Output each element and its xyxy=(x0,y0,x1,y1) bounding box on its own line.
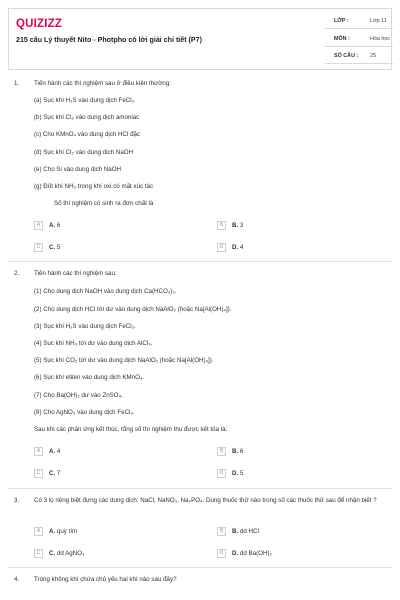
question-prompt: Tiến hành các thí nghiệm sau: xyxy=(34,270,117,277)
question-line: (7) Cho Ba(OH)₂ dư vào ZnSO₄. xyxy=(34,392,123,399)
option-text: 7 xyxy=(56,470,61,477)
question-divider xyxy=(8,567,392,568)
meta-row-subject xyxy=(325,33,393,47)
question-line: (1) Cho dung dịch NaOH vào dung dịch Ca(HCO₃)₂. xyxy=(34,288,177,295)
option-label: C. xyxy=(49,244,56,251)
option-letter-box[interactable]: A xyxy=(34,447,43,456)
option-letter-box[interactable]: D xyxy=(217,243,226,252)
option-text: dd HCl xyxy=(239,528,259,535)
question-line: (5) Sục khí CO₂ tới dư vào dung dịch NaAlO₂ (hoặc Na[Al(OH)₄]). xyxy=(34,357,214,364)
meta-value: Lớp 11 xyxy=(370,18,387,24)
meta-value: Hóa học xyxy=(370,36,391,42)
question-line: (b) Sục khí Cl₂ vào dung dịch amoniac xyxy=(34,114,140,121)
option-letter-box[interactable]: A xyxy=(34,221,43,230)
option-label: D. xyxy=(232,550,239,557)
question-ask: Sau khi các phản ứng kết thúc, tổng số thí nghiệm thu được kết tủa là: xyxy=(34,426,228,433)
worksheet-title: 215 câu Lý thuyết Nito - Photpho có lời giải chi tiết (P7) xyxy=(16,36,202,44)
question-line: (d) Sục khí Cl₂ vào dung dịch NaOH xyxy=(34,149,134,156)
option-label: C. xyxy=(49,550,56,557)
question-number: 3. xyxy=(14,497,20,504)
question-line: (e) Cho Si vào dung dịch NaOH xyxy=(34,166,122,173)
option-text: 3 xyxy=(239,222,244,229)
question-divider xyxy=(8,488,392,489)
option-text: 6 xyxy=(56,222,61,229)
meta-label: LỚP : xyxy=(334,18,349,24)
meta-value: 25 xyxy=(370,53,376,59)
question-prompt: Có 3 lọ riêng biệt đựng các dung dịch: NaCl, NaNO₃, Na₃PO₄. Dùng thuốc thử nào trong số các thuốc thử sau để nhận biết ? xyxy=(34,497,377,504)
option-text: dd AgNO₃ xyxy=(56,550,85,557)
option-label: D. xyxy=(232,244,239,251)
option-label: C. xyxy=(49,470,56,477)
option-text: 5 xyxy=(239,470,244,477)
option-letter-box[interactable]: B xyxy=(217,527,226,536)
meta-row-count xyxy=(325,50,393,64)
worksheet-header xyxy=(8,8,392,70)
option-label: A. xyxy=(49,448,56,455)
option-letter-box[interactable]: D xyxy=(217,469,226,478)
option-letter-box[interactable]: C xyxy=(34,549,43,558)
option-text: 4 xyxy=(239,244,244,251)
option-letter-box[interactable]: C xyxy=(34,469,43,478)
option-letter-box[interactable]: A xyxy=(34,527,43,536)
question-line: (a) Sục khí H₂S vào dung dịch FeCl₃ xyxy=(34,97,135,104)
question-line: (3) Sục khí H₂S vào dung dịch FeCl₂. xyxy=(34,323,136,330)
question-line: (2) Cho dung dịch HCl tới dư vào dung dịch NaAlO₂ (hoặc Na[Al(OH)₄]). xyxy=(34,306,232,313)
option-text: 4 xyxy=(56,448,61,455)
question-line: (6) Sục khí etilen vào dung dịch KMnO₄. xyxy=(34,374,145,381)
question-divider xyxy=(8,261,392,262)
question-line: (g) Đốt khí NH₃ trong khí oxi có mặt xúc tác xyxy=(34,183,154,190)
option-text: 5 xyxy=(56,244,61,251)
question-prompt: Tiến hành các thí nghiệm sau ở điều kiện thường: xyxy=(34,80,171,87)
question-number: 4. xyxy=(14,576,20,583)
meta-label: MÔN : xyxy=(334,36,350,42)
question-number: 1. xyxy=(14,80,20,87)
meta-label: SỐ CÂU : xyxy=(334,53,359,59)
option-label: B. xyxy=(232,448,239,455)
option-text: dd Ba(OH)₂ xyxy=(239,550,272,557)
question-line: (4) Sục khí NH₃ tới dư vào dung dịch AlCl₃. xyxy=(34,340,153,347)
option-label: A. xyxy=(49,222,56,229)
question-line: (8) Cho AgNO₃ vào dung dịch FeCl₃. xyxy=(34,409,135,416)
option-label: D. xyxy=(232,470,239,477)
option-text: 6 xyxy=(239,448,244,455)
question-line: (c) Cho KMnO₄ vào dung dịch HCl đặc xyxy=(34,131,141,138)
option-letter-box[interactable]: C xyxy=(34,243,43,252)
option-label: B. xyxy=(232,222,239,229)
option-letter-box[interactable]: B xyxy=(217,447,226,456)
option-letter-box[interactable]: B xyxy=(217,221,226,230)
question-number: 2. xyxy=(14,270,20,277)
question-prompt: Trong không khí chứa chủ yếu hai khí nào sau đây? xyxy=(34,576,177,583)
option-text: quỳ tím xyxy=(56,528,78,535)
option-letter-box[interactable]: D xyxy=(217,549,226,558)
meta-panel xyxy=(325,9,393,69)
meta-row-class xyxy=(325,15,393,29)
option-label: A. xyxy=(49,528,56,535)
question-ask: Số thí nghiệm có sinh ra đơn chất là xyxy=(54,200,154,207)
option-label: B. xyxy=(232,528,239,535)
quizizz-logo: QUIZIZZ xyxy=(16,18,63,30)
